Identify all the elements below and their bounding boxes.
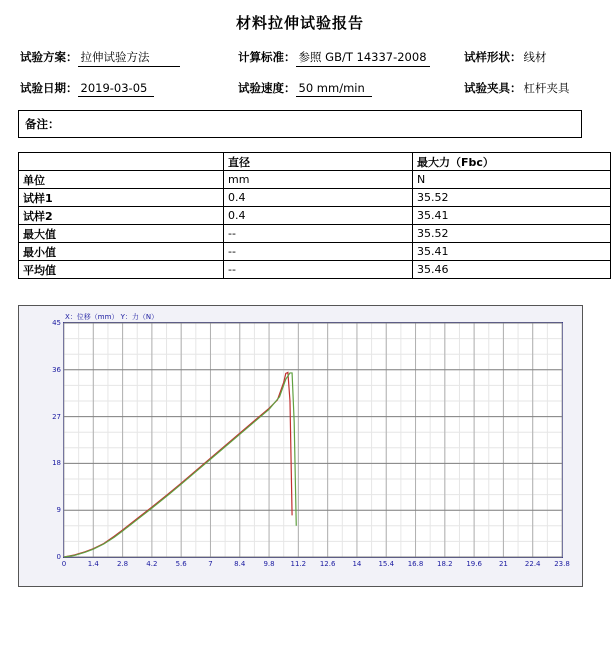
table-row (19, 225, 611, 243)
row-max-force: 35.46 (413, 261, 611, 279)
meta-value: 50 mm/min (296, 81, 372, 97)
row-label: 最大值 (19, 225, 224, 243)
remark-label: 备注： (25, 117, 60, 131)
page-title: 材料拉伸试验报告 (235, 14, 364, 32)
meta-label: 试验日期： (20, 81, 78, 95)
meta-field-fixture (464, 80, 573, 96)
row-label: 单位 (19, 171, 224, 189)
chart-y-tick: 36 (52, 365, 61, 374)
chart-x-tick: 7 (208, 560, 213, 568)
table-row (19, 207, 611, 225)
row-max-force: 35.41 (413, 243, 611, 261)
chart-x-tick: 1.4 (87, 560, 99, 568)
chart-y-tick: 0 (56, 553, 61, 561)
chart-y-tick: 9 (56, 506, 61, 515)
meta-label: 计算标准： (238, 50, 296, 64)
row-diameter: 0.4 (224, 207, 413, 225)
table-row (19, 171, 611, 189)
row-max-force: N (413, 171, 611, 189)
chart-x-tick: 15.4 (378, 560, 395, 568)
row-diameter: mm (224, 171, 413, 189)
row-max-force: 35.41 (413, 207, 611, 225)
chart-tick-labels (52, 319, 570, 568)
chart-x-tick: 12.6 (319, 560, 336, 568)
chart-x-tick: 18.2 (437, 560, 453, 568)
chart-x-tick: 9.8 (263, 560, 275, 568)
meta-field-test-speed (238, 80, 464, 97)
chart-x-tick: 21 (498, 560, 508, 568)
chart-x-tick: 0 (61, 560, 67, 568)
meta-field-test-date (20, 80, 238, 97)
row-max-force: 35.52 (413, 189, 611, 207)
chart-x-tick: 11.2 (290, 560, 307, 568)
row-label: 试样2 (19, 207, 224, 225)
table-header-row (19, 153, 611, 171)
meta-label: 试样形状： (464, 50, 522, 64)
chart-x-tick: 23.8 (554, 560, 570, 568)
chart-y-tick: 27 (52, 412, 61, 421)
table-header-cell (19, 153, 224, 171)
chart-x-tick: 14 (352, 560, 362, 568)
meta-value: 杠杆夹具 (523, 81, 570, 95)
report-page (0, 12, 600, 650)
chart-x-tick: 8.4 (234, 560, 246, 568)
meta-row (20, 80, 580, 97)
table-header-cell: 直径 (224, 153, 413, 171)
chart-x-tick: 22.4 (524, 560, 541, 568)
row-diameter: 0.4 (224, 189, 413, 207)
chart-y-tick: 45 (52, 319, 61, 327)
table-row (19, 189, 611, 207)
row-diameter: -- (224, 261, 413, 279)
meta-section (20, 49, 580, 97)
remark-box (18, 110, 582, 138)
chart-y-tick: 18 (52, 459, 61, 468)
row-diameter: -- (224, 225, 413, 243)
row-diameter: -- (224, 243, 413, 261)
chart-x-tick: 5.6 (175, 560, 187, 568)
meta-row (20, 49, 580, 67)
meta-label: 试验夹具： (464, 81, 522, 95)
row-label: 试样1 (19, 189, 224, 207)
row-max-force: 35.52 (413, 225, 611, 243)
meta-label: 试验方案： (20, 50, 78, 64)
chart-x-tick: 4.2 (146, 560, 158, 568)
table-row (19, 261, 611, 279)
table-header-cell: 最大力（Fbc） (413, 153, 611, 171)
chart-plot-area (52, 319, 570, 568)
row-label: 平均值 (19, 261, 224, 279)
table-row (19, 243, 611, 261)
row-label: 最小值 (19, 243, 224, 261)
meta-value: 线材 (523, 50, 547, 64)
stress-strain-chart (18, 305, 583, 587)
meta-value: 2019-03-05 (78, 81, 154, 97)
meta-field-test-plan (20, 49, 238, 67)
meta-label: 试验速度： (238, 81, 296, 95)
meta-value: 参照 GB/T 14337-2008 (296, 49, 430, 67)
meta-field-specimen-shape (464, 49, 550, 65)
chart-axis-caption: X：位移（mm） Y：力（N） (65, 313, 159, 321)
meta-value: 拉伸试验方法 (78, 49, 180, 67)
chart-x-tick: 19.6 (466, 560, 482, 568)
chart-x-tick: 2.8 (117, 560, 129, 568)
chart-x-tick: 16.8 (407, 560, 424, 568)
results-table (18, 152, 611, 279)
meta-field-standard (238, 49, 464, 67)
